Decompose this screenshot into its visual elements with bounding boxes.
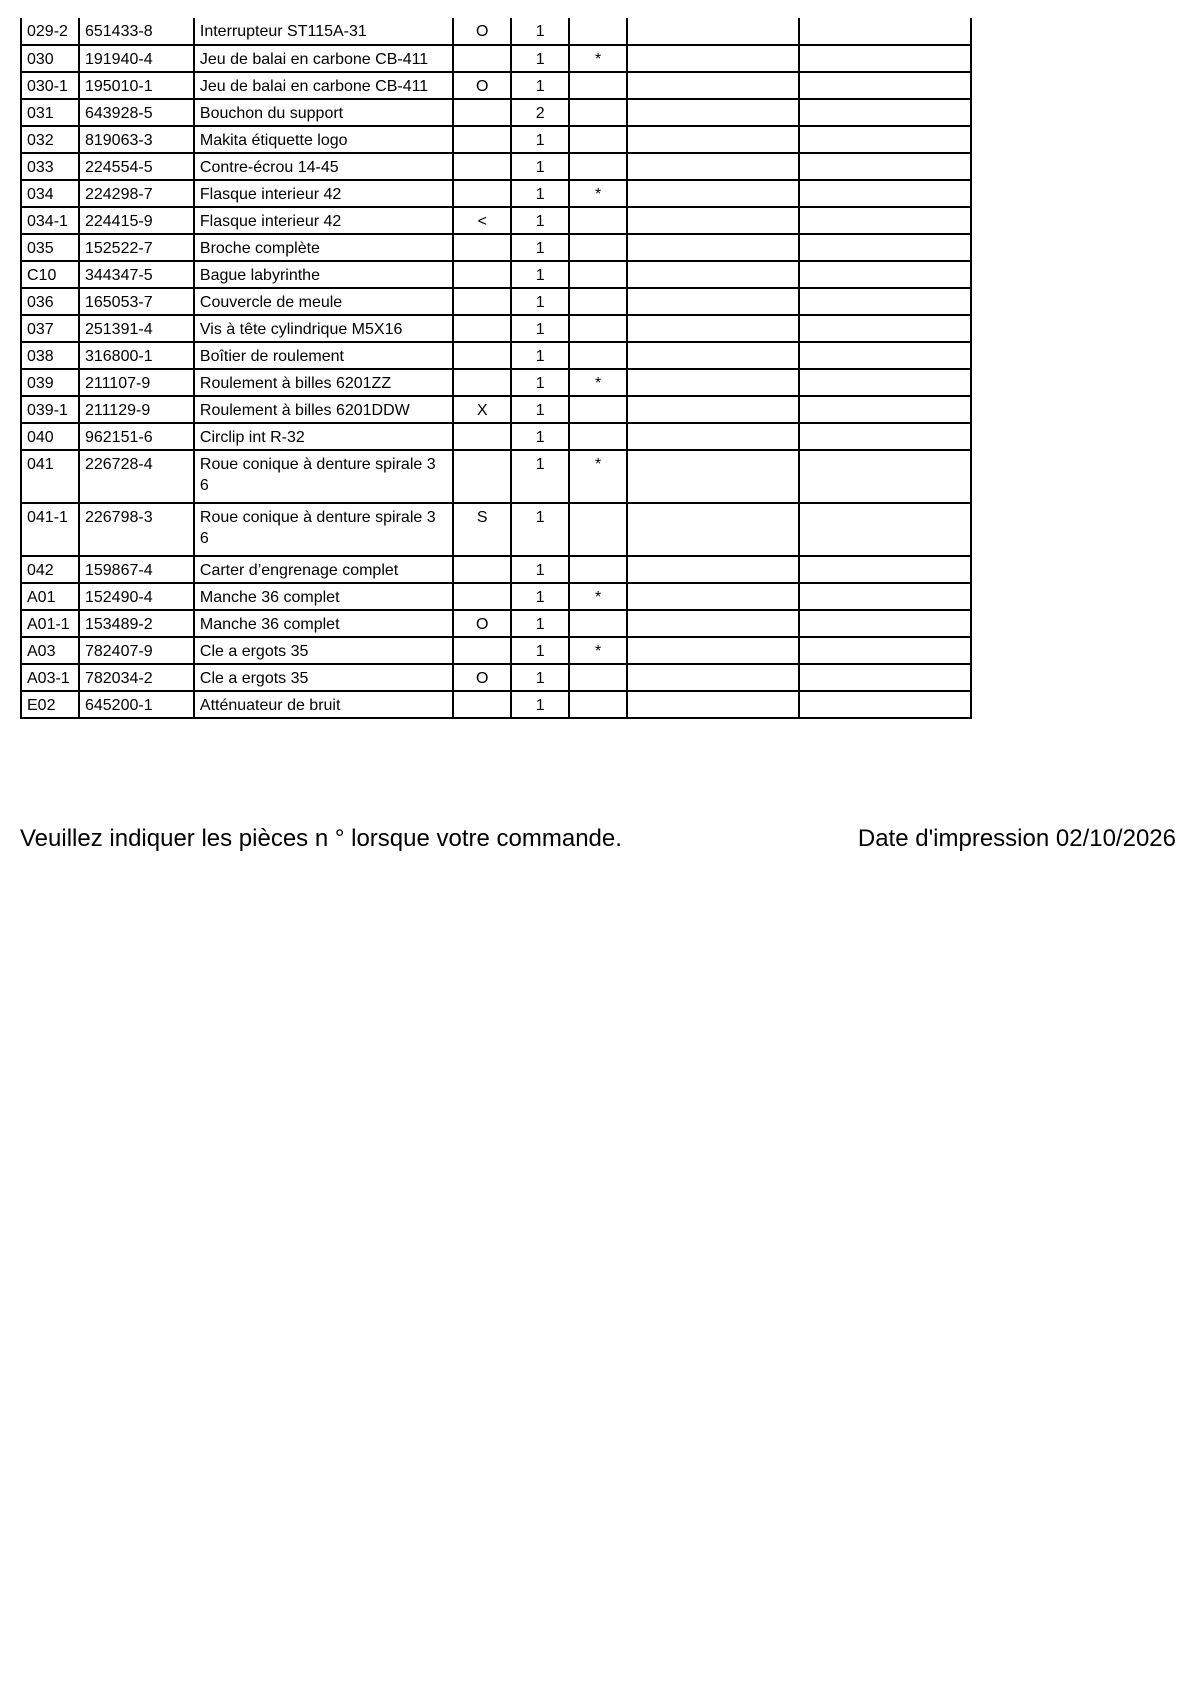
cell-note: X	[453, 396, 511, 423]
cell-description: Bouchon du support	[194, 99, 453, 126]
cell-part-number: 030	[21, 45, 79, 72]
cell-reference: 782034-2	[79, 664, 194, 691]
cell-empty	[799, 234, 971, 261]
cell-part-number: 039	[21, 369, 79, 396]
cell-part-number: A03	[21, 637, 79, 664]
cell-mark: *	[569, 180, 627, 207]
cell-note	[453, 450, 511, 503]
cell-mark: *	[569, 583, 627, 610]
cell-part-number: 035	[21, 234, 79, 261]
table-row	[21, 126, 971, 153]
cell-empty	[627, 423, 799, 450]
cell-note	[453, 583, 511, 610]
cell-part-number: 040	[21, 423, 79, 450]
cell-empty	[799, 423, 971, 450]
cell-empty	[799, 556, 971, 583]
cell-empty	[799, 315, 971, 342]
cell-description: Flasque interieur 42	[194, 180, 453, 207]
cell-empty	[799, 180, 971, 207]
cell-empty	[627, 315, 799, 342]
cell-description: Circlip int R-32	[194, 423, 453, 450]
cell-quantity: 1	[511, 18, 569, 45]
table-row	[21, 450, 971, 503]
cell-empty	[799, 583, 971, 610]
table-row	[21, 556, 971, 583]
cell-reference: 211129-9	[79, 396, 194, 423]
cell-description: Roue conique à denture spirale 3 6	[194, 450, 453, 503]
cell-reference: 226798-3	[79, 503, 194, 556]
cell-mark	[569, 234, 627, 261]
cell-quantity: 1	[511, 691, 569, 718]
cell-note: O	[453, 664, 511, 691]
cell-mark	[569, 691, 627, 718]
table-row	[21, 637, 971, 664]
cell-quantity: 1	[511, 583, 569, 610]
cell-quantity: 1	[511, 207, 569, 234]
cell-quantity: 1	[511, 45, 569, 72]
cell-description: Couvercle de meule	[194, 288, 453, 315]
cell-note	[453, 556, 511, 583]
cell-reference: 224415-9	[79, 207, 194, 234]
cell-empty	[627, 126, 799, 153]
table-row	[21, 261, 971, 288]
cell-reference: 195010-1	[79, 72, 194, 99]
cell-quantity: 1	[511, 234, 569, 261]
cell-mark	[569, 664, 627, 691]
cell-empty	[799, 72, 971, 99]
cell-empty	[799, 18, 971, 45]
cell-description: Cle a ergots 35	[194, 637, 453, 664]
cell-reference: 251391-4	[79, 315, 194, 342]
cell-quantity: 1	[511, 637, 569, 664]
cell-reference: 819063-3	[79, 126, 194, 153]
cell-empty	[627, 72, 799, 99]
cell-reference: 191940-4	[79, 45, 194, 72]
cell-part-number: A01-1	[21, 610, 79, 637]
cell-note	[453, 288, 511, 315]
cell-empty	[799, 126, 971, 153]
table-row	[21, 288, 971, 315]
cell-mark	[569, 153, 627, 180]
cell-quantity: 1	[511, 503, 569, 556]
table-row	[21, 691, 971, 718]
cell-reference: 152490-4	[79, 583, 194, 610]
cell-description: Contre-écrou 14-45	[194, 153, 453, 180]
cell-description: Manche 36 complet	[194, 583, 453, 610]
cell-part-number: 039-1	[21, 396, 79, 423]
table-row	[21, 207, 971, 234]
cell-mark	[569, 610, 627, 637]
cell-part-number: 029-2	[21, 18, 79, 45]
cell-note	[453, 99, 511, 126]
cell-empty	[627, 503, 799, 556]
cell-description: Interrupteur ST115A-31	[194, 18, 453, 45]
table-row	[21, 342, 971, 369]
cell-empty	[627, 450, 799, 503]
cell-note	[453, 369, 511, 396]
cell-reference: 211107-9	[79, 369, 194, 396]
table-row	[21, 503, 971, 556]
cell-description: Cle a ergots 35	[194, 664, 453, 691]
table-row	[21, 583, 971, 610]
cell-quantity: 1	[511, 423, 569, 450]
cell-empty	[627, 99, 799, 126]
cell-reference: 344347-5	[79, 261, 194, 288]
cell-mark	[569, 315, 627, 342]
cell-mark	[569, 423, 627, 450]
cell-note	[453, 315, 511, 342]
cell-mark	[569, 503, 627, 556]
table-row	[21, 610, 971, 637]
cell-description: Broche complète	[194, 234, 453, 261]
cell-description: Makita étiquette logo	[194, 126, 453, 153]
cell-empty	[799, 288, 971, 315]
cell-empty	[627, 207, 799, 234]
cell-quantity: 1	[511, 180, 569, 207]
cell-empty	[799, 503, 971, 556]
cell-note: S	[453, 503, 511, 556]
cell-mark: *	[569, 45, 627, 72]
cell-empty	[627, 234, 799, 261]
cell-empty	[627, 180, 799, 207]
cell-empty	[799, 664, 971, 691]
cell-quantity: 1	[511, 72, 569, 99]
cell-reference: 782407-9	[79, 637, 194, 664]
cell-empty	[799, 637, 971, 664]
cell-empty	[627, 153, 799, 180]
cell-empty	[627, 664, 799, 691]
cell-empty	[627, 369, 799, 396]
cell-mark	[569, 207, 627, 234]
cell-note	[453, 342, 511, 369]
cell-mark	[569, 288, 627, 315]
cell-description: Bague labyrinthe	[194, 261, 453, 288]
cell-reference: 316800-1	[79, 342, 194, 369]
cell-note	[453, 637, 511, 664]
cell-quantity: 2	[511, 99, 569, 126]
cell-quantity: 1	[511, 610, 569, 637]
cell-empty	[627, 691, 799, 718]
cell-reference: 226728-4	[79, 450, 194, 503]
table-row	[21, 45, 971, 72]
cell-reference: 645200-1	[79, 691, 194, 718]
cell-part-number: 034-1	[21, 207, 79, 234]
table-row	[21, 315, 971, 342]
cell-mark: *	[569, 369, 627, 396]
cell-part-number: A03-1	[21, 664, 79, 691]
cell-empty	[799, 99, 971, 126]
cell-description: Carter d’engrenage complet	[194, 556, 453, 583]
order-instruction: Veuillez indiquer les pièces n ° lorsque votre commande.	[20, 825, 622, 852]
cell-reference: 224298-7	[79, 180, 194, 207]
cell-note	[453, 126, 511, 153]
cell-empty	[799, 342, 971, 369]
cell-empty	[627, 637, 799, 664]
cell-empty	[799, 396, 971, 423]
cell-empty	[799, 207, 971, 234]
cell-empty	[799, 153, 971, 180]
cell-note	[453, 45, 511, 72]
cell-empty	[627, 18, 799, 45]
table-row	[21, 180, 971, 207]
cell-mark	[569, 556, 627, 583]
cell-quantity: 1	[511, 153, 569, 180]
cell-quantity: 1	[511, 126, 569, 153]
cell-empty	[627, 342, 799, 369]
cell-quantity: 1	[511, 288, 569, 315]
cell-reference: 643928-5	[79, 99, 194, 126]
cell-quantity: 1	[511, 342, 569, 369]
cell-reference: 962151-6	[79, 423, 194, 450]
parts-table	[20, 18, 972, 719]
cell-part-number: 031	[21, 99, 79, 126]
table-row	[21, 153, 971, 180]
table-row	[21, 72, 971, 99]
cell-reference: 152522-7	[79, 234, 194, 261]
parts-table-body	[21, 18, 971, 718]
cell-part-number: 037	[21, 315, 79, 342]
cell-empty	[627, 556, 799, 583]
cell-part-number: 042	[21, 556, 79, 583]
table-row	[21, 99, 971, 126]
cell-note: O	[453, 610, 511, 637]
cell-empty	[627, 396, 799, 423]
cell-part-number: 034	[21, 180, 79, 207]
cell-note	[453, 153, 511, 180]
table-row	[21, 423, 971, 450]
cell-description: Roulement à billes 6201ZZ	[194, 369, 453, 396]
cell-mark	[569, 18, 627, 45]
cell-note	[453, 261, 511, 288]
cell-empty	[799, 45, 971, 72]
cell-empty	[627, 288, 799, 315]
cell-description: Manche 36 complet	[194, 610, 453, 637]
cell-description: Roue conique à denture spirale 3 6	[194, 503, 453, 556]
cell-description: Roulement à billes 6201DDW	[194, 396, 453, 423]
cell-note	[453, 691, 511, 718]
cell-quantity: 1	[511, 556, 569, 583]
cell-note: O	[453, 72, 511, 99]
cell-quantity: 1	[511, 369, 569, 396]
cell-quantity: 1	[511, 664, 569, 691]
cell-part-number: A01	[21, 583, 79, 610]
cell-note	[453, 423, 511, 450]
cell-mark: *	[569, 450, 627, 503]
table-row	[21, 369, 971, 396]
cell-description: Jeu de balai en carbone CB-411	[194, 45, 453, 72]
cell-empty	[627, 583, 799, 610]
cell-empty	[799, 261, 971, 288]
table-row	[21, 396, 971, 423]
cell-note	[453, 234, 511, 261]
cell-reference: 165053-7	[79, 288, 194, 315]
cell-reference: 224554-5	[79, 153, 194, 180]
cell-empty	[627, 45, 799, 72]
cell-description: Atténuateur de bruit	[194, 691, 453, 718]
cell-part-number: 036	[21, 288, 79, 315]
cell-empty	[799, 691, 971, 718]
print-date: Date d'impression 02/10/2026	[857, 825, 1176, 852]
cell-mark	[569, 342, 627, 369]
cell-description: Jeu de balai en carbone CB-411	[194, 72, 453, 99]
cell-reference: 153489-2	[79, 610, 194, 637]
cell-quantity: 1	[511, 450, 569, 503]
cell-part-number: 041	[21, 450, 79, 503]
cell-empty	[799, 450, 971, 503]
cell-quantity: 1	[511, 396, 569, 423]
cell-mark	[569, 99, 627, 126]
cell-part-number: 033	[21, 153, 79, 180]
cell-part-number: 038	[21, 342, 79, 369]
cell-note	[453, 180, 511, 207]
cell-reference: 651433-8	[79, 18, 194, 45]
cell-part-number: 041-1	[21, 503, 79, 556]
cell-mark	[569, 126, 627, 153]
cell-mark	[569, 396, 627, 423]
cell-part-number: C10	[21, 261, 79, 288]
cell-empty	[627, 261, 799, 288]
cell-mark: *	[569, 637, 627, 664]
cell-note: O	[453, 18, 511, 45]
cell-part-number: 032	[21, 126, 79, 153]
cell-empty	[799, 610, 971, 637]
cell-part-number: E02	[21, 691, 79, 718]
cell-mark	[569, 72, 627, 99]
cell-quantity: 1	[511, 261, 569, 288]
cell-note: <	[453, 207, 511, 234]
cell-quantity: 1	[511, 315, 569, 342]
cell-description: Flasque interieur 42	[194, 207, 453, 234]
cell-empty	[627, 610, 799, 637]
cell-empty	[799, 369, 971, 396]
cell-part-number: 030-1	[21, 72, 79, 99]
table-row	[21, 664, 971, 691]
table-row	[21, 18, 971, 45]
cell-description: Boîtier de roulement	[194, 342, 453, 369]
cell-description: Vis à tête cylindrique M5X16	[194, 315, 453, 342]
cell-reference: 159867-4	[79, 556, 194, 583]
table-row	[21, 234, 971, 261]
cell-mark	[569, 261, 627, 288]
